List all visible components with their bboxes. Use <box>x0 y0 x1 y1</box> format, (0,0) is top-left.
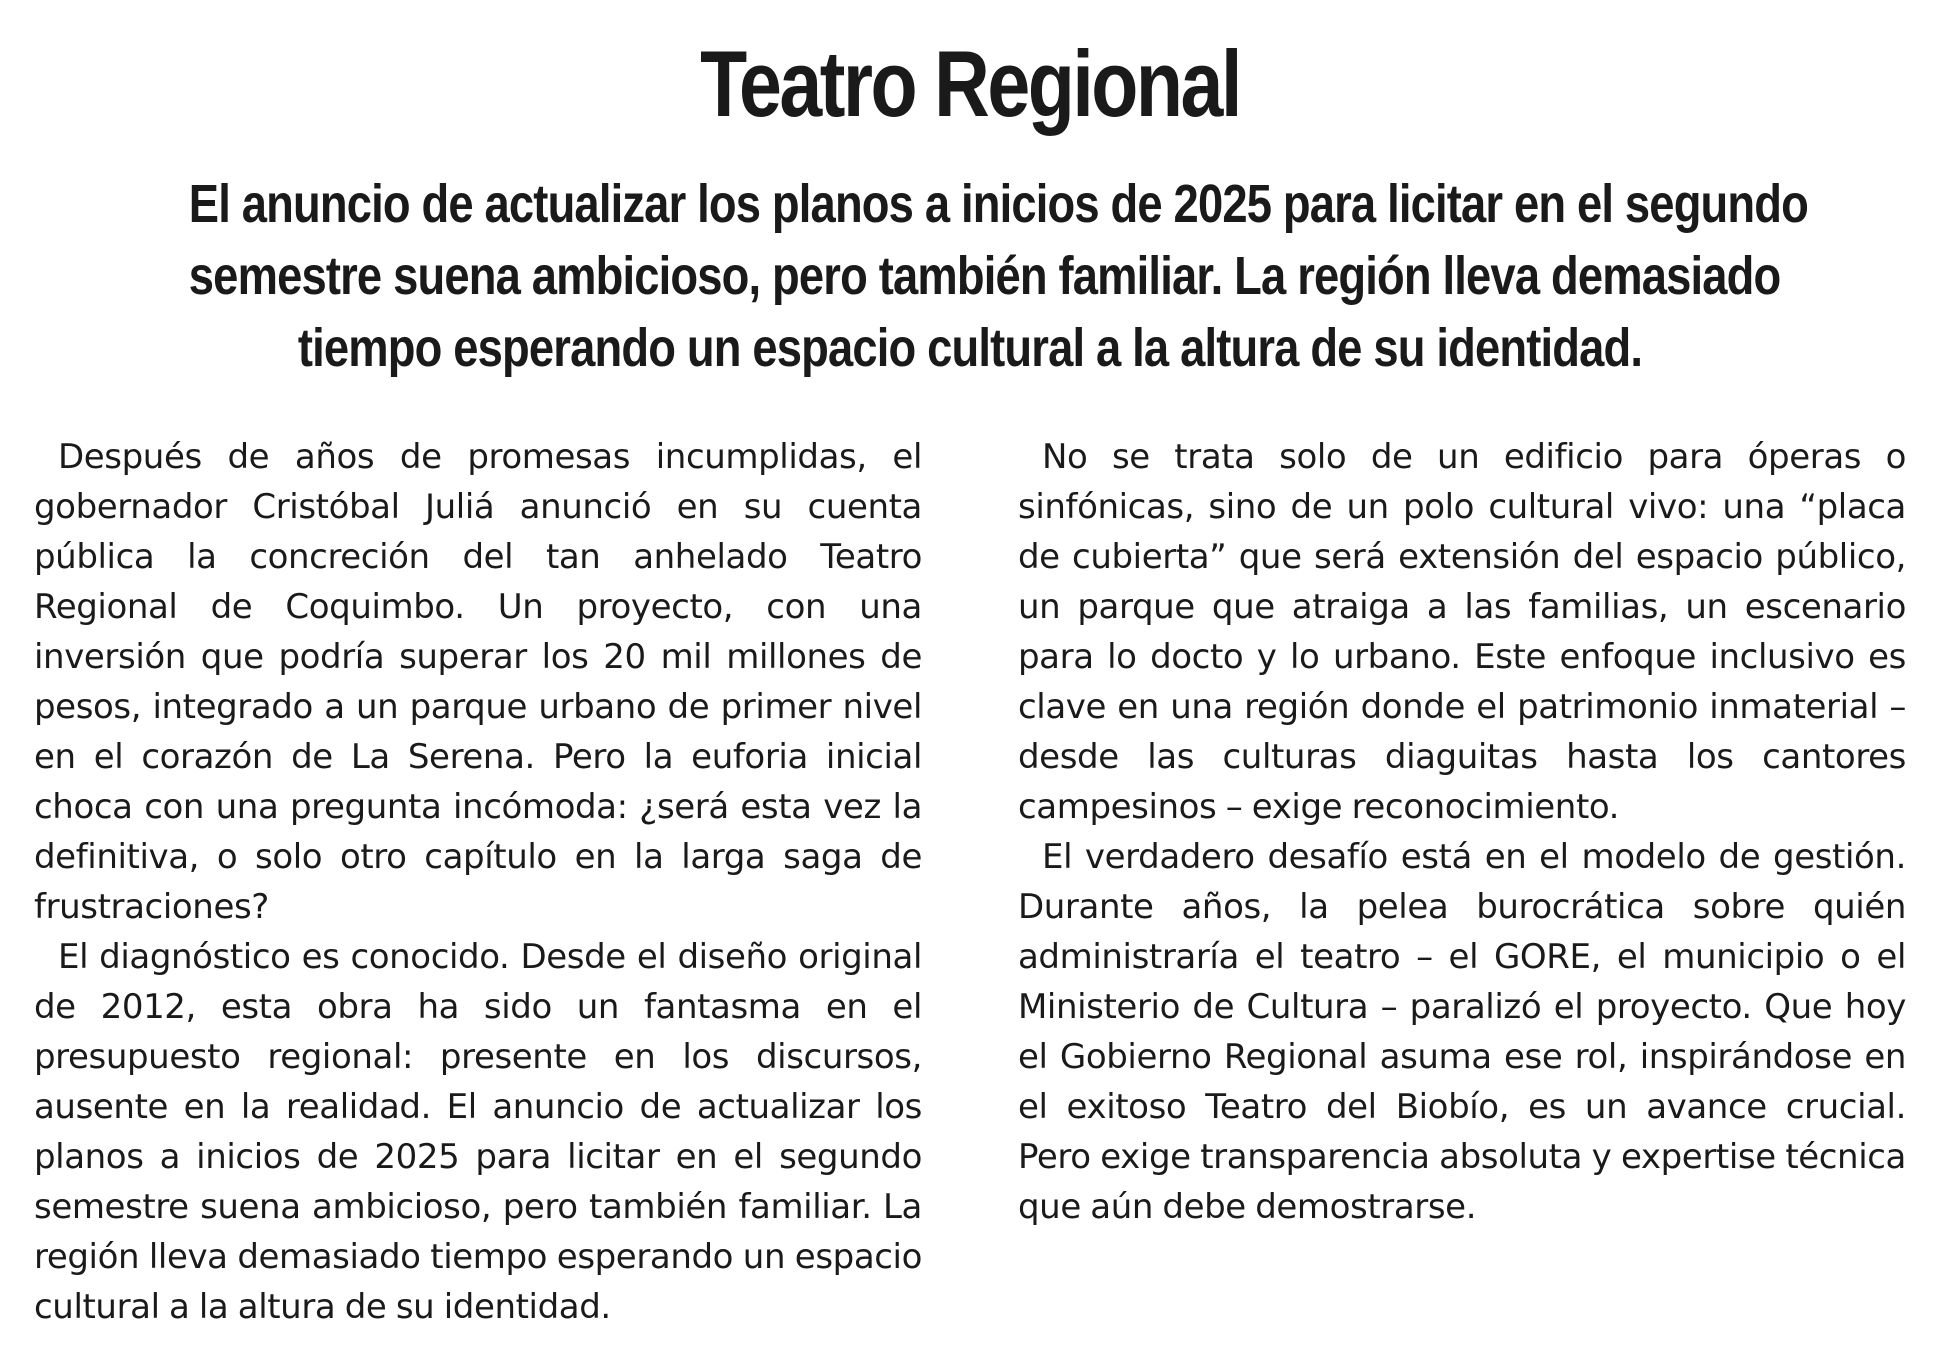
body-paragraph: El verdadero desafío está en el modelo de gestión. Durante años, la pelea burocrática sobre quién administraría el teatro – el GORE, el municipio o el Ministerio de Cultura – paralizó el proyecto. Que hoy el Gobierno Regional asuma ese rol, inspirándose en el exitoso Teatro del Biobío, es un avance crucial. Pero exige transparencia absoluta y expertise técnica que aún debe demostrarse. <box>1018 837 1906 1227</box>
article-body <box>34 432 1906 1342</box>
body-paragraph: El diagnóstico es conocido. Desde el diseño original de 2012, esta obra ha sido un fantasma en el presupuesto regional: presente en los discursos, ausente en la realidad. El anuncio de actualizar los planos a inicios de 2025 para licitar en el segundo semestre suena ambicioso, pero también familiar. La región lleva demasiado tiempo esperando un espacio cultural a la altura de su identidad. <box>34 937 922 1327</box>
article-headline: Teatro Regional <box>700 31 1240 136</box>
body-paragraph: No se trata solo de un edificio para óperas o sinfónicas, sino de un polo cultural vivo: una “placa de cubierta” que será extensión del espacio público, un parque que atraiga a las familias, un escenario para lo docto y lo urbano. Este enfoque inclusivo es clave en una región donde el patrimonio inmaterial – desde las culturas diaguitas hasta los cantores campesinos – exige reconocimiento. <box>1018 437 1906 827</box>
deck-line: tiempo esperando un espacio cultural a la altura de su identidad. <box>297 318 1643 378</box>
deck-line: El anuncio de actualizar los planos a inicios de 2025 para licitar en el segundo <box>188 174 1809 234</box>
deck-line: semestre suena ambicioso, pero también familiar. La región lleva demasiado <box>188 246 1781 306</box>
body-paragraph: Después de años de promesas incumplidas, el gobernador Cristóbal Juliá anunció en su cuenta pública la concreción del tan anhelado Teatro Regional de Coquimbo. Un proyecto, con una inversión que podría superar los 20 mil millones de pesos, integrado a un parque urbano de primer nivel en el corazón de La Serena. Pero la euforia inicial choca con una pregunta incómoda: ¿será esta vez la definitiva, o solo otro capítulo en la larga saga de frustraciones? <box>34 437 922 927</box>
article-deck <box>40 168 1900 384</box>
